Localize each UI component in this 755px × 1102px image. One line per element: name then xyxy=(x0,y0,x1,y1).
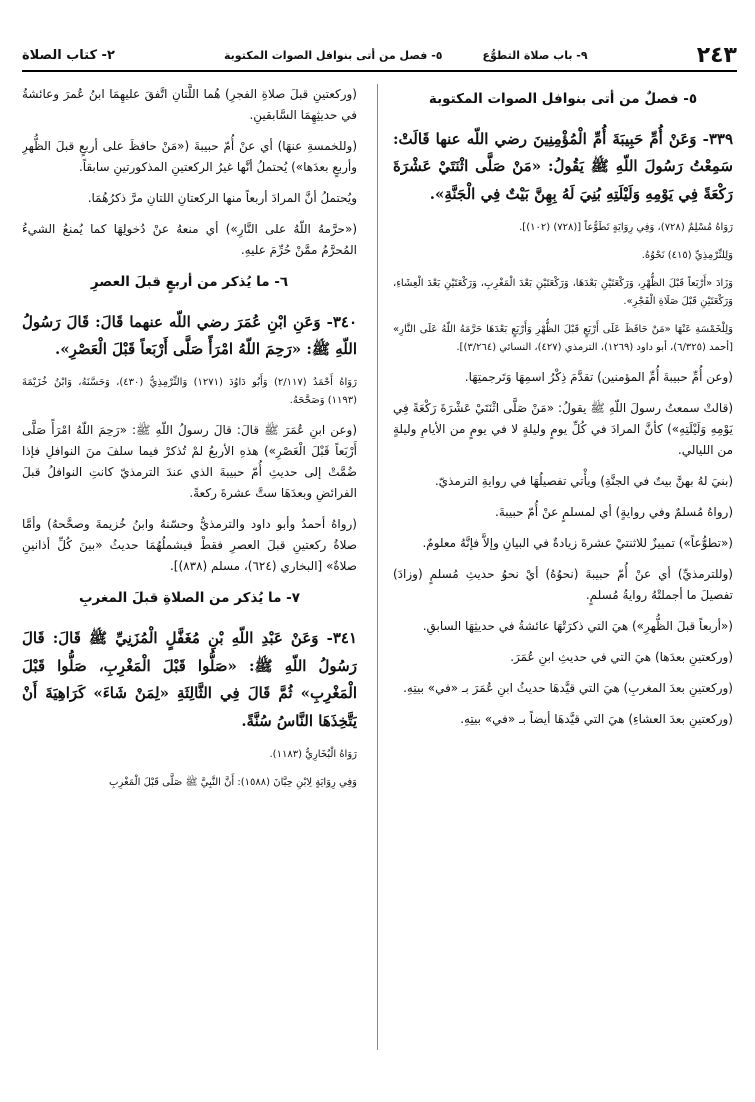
section-title-5: ٥- فصلٌ من أتى بنوافل الصوات المكتوبة xyxy=(428,91,698,107)
hadith-339-ref-4: وَلِلْخَمْسَةِ عَنْهَا «مَنْ حَافَظَ عَلَى أَرْبَعٍ قَبْلَ الظُّهْرِ وَأَرْبَعٍ بَعْدَهَا حَرَّمَهُ اللّهُ عَلَى النَّارِ» [أحمد (٦/٣٢٥)، أبو داود (١٢٦٩)، الترمذي (٤٢٧)، النسائي (٣/٢٦٤)]. xyxy=(393,323,733,353)
right-column xyxy=(393,84,733,1050)
section-title-6: ٦- ما يُذكر من أربعٍ قبلَ العصرِ xyxy=(90,274,289,290)
hadith-341: ٣٤١- وَعَنْ عَبْدِ اللّهِ بْنِ مُغَفَّلٍ الْمُزَنِيِّ ﷺ قَالَ: قَالَ رَسُولُ اللّهِ ﷺ: «صَلُّوا قَبْلَ الْمَغْرِبِ، صَلُّوا قَبْلَ الْمَغْرِبِ» ثُمَّ قَالَ فِي الثَّالِثَةِ «لِمَنْ شَاءَ» كَرَاهِيَةَ أَنْ يَتَّخِذَهَا النَّاسُ سُنَّةً. xyxy=(22,628,357,730)
column-divider xyxy=(377,84,378,1050)
commentary-paragraph: («تطوُّعاً») تمييزٌ للاثنتيْ عشرةَ زيادةٌ في البيانِ وإلاَّ فإنَّهُ معلومٌ. xyxy=(422,535,733,550)
commentary-paragraph: (رواهُ أحمدُ وأبو داود والترمذيُّ وحسّنهُ وابنُ خُزيمةَ وصحَّحهُ) وأمَّا صلاةُ ركعتينِ قبلَ العصرِ فقطْ فيشملُهُمَا حديثُ «بينَ كُلِّ أذانينِ صلاةٌ» [البخاري (٦٢٤)، مسلم (٨٣٨)]. xyxy=(22,517,357,574)
commentary-paragraph: (وعن ابنِ عُمَرَ ﷺ قالَ: قالَ رسولُ اللّهِ ﷺ: «رَحِمَ اللّهُ امْرَأً صَلَّى أَرْبَعاً قَبْلَ الْعَصْرِ») هذهِ الأربعُ لمْ تُذكرْ فيما سلفَ منَ النوافلِ فإذا ضُمَّتْ إلى حديثِ أُمّ حبيبةَ الذي عندَ الترمذيّ كانتِ النوافلُ قبلَ الفرائضِ وبعدَهَا ستَّ عشرةَ ركعةً. xyxy=(22,423,357,501)
commentary-paragraph: (وركعتينِ بعدَها) هيَ التي في حديثِ ابنِ عُمَرَ. xyxy=(510,649,733,664)
commentary-paragraph: (وركعتينِ بعدَ المغربِ) هيَ التي قيَّدهَا حديثُ ابنِ عُمَرَ بـ «في» بيتِهِ. xyxy=(403,680,733,695)
page-header xyxy=(22,40,737,72)
commentary-paragraph: (وركعتينِ بعدَ العشاءِ) هيَ التي قيَّدهَا أيضاً بـ «في» بيتِهِ. xyxy=(460,711,733,726)
commentary-paragraph: (وللخمسةِ عنهَا) أي عنْ أُمّ حبيبةَ («مَنْ حافظَ على أربعٍ قبلَ الظُّهرِ وأربعٍ بعدَها») يُحتملُ أنَّها غيرُ الركعتينِ المذكورتينِ سابقاً. xyxy=(22,139,357,174)
hadith-339: ٣٣٩- وَعَنْ أُمِّ حَبِيبَةَ أُمِّ الْمُؤْمِنِينَ رضي اللّه عنها قَالَتْ: سَمِعْتُ رَسُولَ اللّهِ ﷺ يَقُولُ: «مَنْ صَلَّى اثْنَتَيْ عَشْرَةَ رَكْعَةً فِي يَوْمِهِ وَلَيْلَتِهِ بُنِيَ لَهُ بِهِنَّ بَيْتٌ فِي الْجَنَّةِ». xyxy=(393,129,733,204)
page-number: ٢٤٣ xyxy=(696,42,737,68)
hadith-341-ref-2: وَفِي رِوَايَةٍ لِابْنِ حِبَّانَ (١٥٨٨): أَنَّ النَّبِيَّ ﷺ صَلَّى قَبْلَ الْمَغْرِبِ xyxy=(109,776,357,788)
running-titles xyxy=(224,49,588,62)
chapter-running-title: ٩- باب صلاة التطوُّع xyxy=(482,48,588,62)
commentary-paragraph: (رواهُ مُسلمٌ وفي روايةٍ) أي لمسلمٍ عنْ أُمّ حبيبةَ. xyxy=(495,504,733,519)
commentary-paragraph: («حرَّمهُ اللّهُ على النَّارِ») أي منعهُ عنْ دُخولِهَا كما يُمنعُ الشيءُ المُحرَّمُ ممَّنْ حُرِّمَ عليهِ. xyxy=(22,222,357,257)
commentary-paragraph: (وعن أُمِّ حبيبةَ أُمِّ المؤمنين) تقدَّمَ ذِكْرُ اسمِهَا وَتَرجمتِهَا. xyxy=(464,369,733,384)
left-column xyxy=(22,84,357,1050)
book-running-title: ٢- كتاب الصلاة xyxy=(22,47,115,63)
hadith-341-ref: رَوَاهُ الْبُخَارِيُّ (١١٨٣). xyxy=(269,748,357,760)
commentary-paragraph: («أربعاً قبلَ الظُّهرِ») هيَ التي ذكرَتْهَا عائشةُ في حديثِهَا السابقِ. xyxy=(422,618,733,633)
commentary-paragraph: ويُحتملُ أنَّ المرادَ أربعاً منها الركعتانِ اللتانِ مرَّ ذكرُهُمَا. xyxy=(87,191,357,205)
hadith-339-ref-1: رَوَاهُ مُسْلِمٌ (٧٢٨)، وَفِي رِوَايَةٍ تَطَوُّعاً [(٧٢٨) (١٠٢)]. xyxy=(519,221,733,233)
section-title-7: ٧- ما يُذكر من الصلاةِ قبلَ المغربِ xyxy=(78,590,301,607)
hadith-340: ٣٤٠- وَعَنِ ابْنِ عُمَرَ رضي اللّه عنهما قَالَ: قَالَ رَسُولُ اللّهِ ﷺ: «رَحِمَ اللّهُ امْرَأً صَلَّى أَرْبَعاً قَبْلَ الْعَصْرِ». xyxy=(22,312,357,359)
hadith-340-ref: رَوَاهُ أَحْمَدُ (٢/١١٧) وَأَبُو دَاوُدَ (١٢٧١) وَالتِّرْمِذِيُّ (٤٣٠)، وَحَسَّنَهُ، وَابْنُ خُزَيْمَةَ (١١٩٣) وَصَحَّحَهُ. xyxy=(22,377,357,407)
commentary-paragraph: (وركعتينِ قبلَ صلاةِ الفجرِ) هُما اللَّتانِ اتَّفقَ عليهِمَا ابنُ عُمرَ وعائشةُ في حديثِهِمَا السَّابقينِ. xyxy=(22,87,357,122)
section-running-title: ٥- فصل من أتى بنوافل الصوات المكتوبة xyxy=(224,48,443,62)
commentary-paragraph: (قالتْ سمعتُ رسولَ اللّهِ ﷺ يقولُ: «مَنْ صَلَّى اثْنَتَيْ عَشْرَةَ رَكْعَةً فِي يَوْمِهِ وَلَيْلَتِهِ») كأنَّ المرادَ في كُلِّ يومٍ وليلةٍ لا في يومٍ من الأيامِ وليلةٍ من الليالي. xyxy=(393,400,733,457)
hadith-339-ref-2: وَلِلتِّرْمِذِيِّ (٤١٥) نَحْوُهُ. xyxy=(641,249,733,261)
commentary-paragraph: (وللترمذيِّ) أي عنْ أُمّ حبيبةَ (نحوُهُ) أيْ نحوُ حديثِ مُسلمٍ (وزادَ) تفصيلَ ما أجملتْهُ روايةُ مُسلمٍ. xyxy=(393,566,733,602)
commentary-paragraph: (بنيَ لهُ بهنَّ بيتٌ في الجنَّةِ) ويأْتي تفصيلُهَا في روايةِ الترمذيّ. xyxy=(434,473,733,488)
hadith-339-ref-3: وَزَادَ «أَرْبَعاً قَبْلَ الظُّهْرِ، وَرَكْعَتَيْنِ بَعْدَهَا، وَرَكْعَتَيْنِ بَعْدَ الْمَغْرِبِ، وَرَكْعَتَيْنِ بَعْدَ الْعِشَاءِ، وَرَكْعَتَيْنِ قَبْلَ صَلَاةِ الْفَجْرِ». xyxy=(393,277,733,307)
